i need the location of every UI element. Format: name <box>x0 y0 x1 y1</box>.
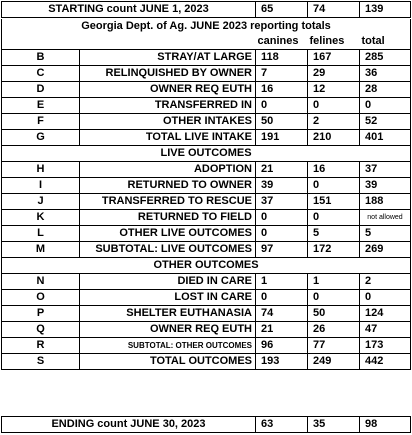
row-label: RETURNED TO FIELD <box>80 210 256 226</box>
row-canines: 16 <box>256 82 308 98</box>
row-total: 52 <box>360 114 411 130</box>
table-row <box>2 82 411 98</box>
starting-count-table <box>1 1 411 18</box>
table-row <box>2 338 411 354</box>
report-title-row <box>2 19 411 34</box>
row-felines: 2 <box>308 114 360 130</box>
table-row <box>2 354 411 370</box>
row-code: P <box>2 306 80 322</box>
row-canines: 97 <box>256 242 308 258</box>
row-code: F <box>2 114 80 130</box>
row-canines: 37 <box>256 194 308 210</box>
row-canines: 21 <box>256 322 308 338</box>
row-label: OTHER INTAKES <box>80 114 256 130</box>
row-code: B <box>2 50 80 66</box>
row-canines: 0 <box>256 290 308 306</box>
row-felines: 0 <box>308 98 360 114</box>
row-felines: 151 <box>308 194 360 210</box>
row-canines: 191 <box>256 130 308 146</box>
row-canines: 0 <box>256 210 308 226</box>
row-code: I <box>2 178 80 194</box>
starting-canines: 65 <box>256 2 308 18</box>
live-outcomes-header-row <box>2 146 411 162</box>
table-row <box>2 210 411 226</box>
row-canines: 0 <box>256 98 308 114</box>
row-total: 173 <box>360 338 411 354</box>
ending-count-table <box>1 416 411 433</box>
row-total: 269 <box>360 242 411 258</box>
row-code: C <box>2 66 80 82</box>
table-row <box>2 322 411 338</box>
report-title: Georgia Dept. of Ag. JUNE 2023 reporting totals <box>2 19 411 34</box>
row-code: R <box>2 338 80 354</box>
column-header-row <box>2 34 411 50</box>
row-canines: 50 <box>256 114 308 130</box>
other-outcomes-header: OTHER OUTCOMES <box>2 258 411 274</box>
row-felines: 0 <box>308 290 360 306</box>
row-felines: 0 <box>308 178 360 194</box>
row-label: TRANSFERRED IN <box>80 98 256 114</box>
row-total: 285 <box>360 50 411 66</box>
ending-count-row <box>2 417 411 433</box>
ending-felines: 35 <box>308 417 360 433</box>
row-total: 442 <box>360 354 411 370</box>
row-code: N <box>2 274 80 290</box>
row-total: 36 <box>360 66 411 82</box>
row-felines: 1 <box>308 274 360 290</box>
table-row <box>2 194 411 210</box>
row-felines: 249 <box>308 354 360 370</box>
row-canines: 96 <box>256 338 308 354</box>
row-code: S <box>2 354 80 370</box>
row-label: RELINQUISHED BY OWNER <box>80 66 256 82</box>
row-total: 5 <box>360 226 411 242</box>
column-header-canines: canines <box>257 35 299 47</box>
row-label: OWNER REQ EUTH <box>80 82 256 98</box>
row-total: 188 <box>360 194 411 210</box>
row-label: TRANSFERRED TO RESCUE <box>80 194 256 210</box>
starting-count-label: STARTING count JUNE 1, 2023 <box>2 2 256 18</box>
table-row <box>2 162 411 178</box>
table-row <box>2 274 411 290</box>
row-code: J <box>2 194 80 210</box>
row-felines: 0 <box>308 210 360 226</box>
row-label: SUBTOTAL: OTHER OUTCOMES <box>80 338 256 354</box>
ending-total: 98 <box>360 417 411 433</box>
table-row <box>2 98 411 114</box>
row-code: G <box>2 130 80 146</box>
row-label: STRAY/AT LARGE <box>80 50 256 66</box>
row-canines: 0 <box>256 226 308 242</box>
row-label: OTHER LIVE OUTCOMES <box>80 226 256 242</box>
row-label: DIED IN CARE <box>80 274 256 290</box>
row-felines: 29 <box>308 66 360 82</box>
row-label: SHELTER EUTHANASIA <box>80 306 256 322</box>
row-felines: 16 <box>308 162 360 178</box>
row-felines: 12 <box>308 82 360 98</box>
table-row <box>2 178 411 194</box>
row-felines: 50 <box>308 306 360 322</box>
table-row <box>2 290 411 306</box>
row-label: ADOPTION <box>80 162 256 178</box>
live-outcomes-header: LIVE OUTCOMES <box>2 146 411 162</box>
row-label: LOST IN CARE <box>80 290 256 306</box>
row-code: Q <box>2 322 80 338</box>
row-canines: 118 <box>256 50 308 66</box>
table-row <box>2 130 411 146</box>
row-label: OWNER REQ EUTH <box>80 322 256 338</box>
row-canines: 74 <box>256 306 308 322</box>
row-total: 2 <box>360 274 411 290</box>
row-code: L <box>2 226 80 242</box>
row-canines: 7 <box>256 66 308 82</box>
row-label: TOTAL OUTCOMES <box>80 354 256 370</box>
report-table <box>1 19 411 370</box>
row-label: SUBTOTAL: LIVE OUTCOMES <box>80 242 256 258</box>
row-total: 28 <box>360 82 411 98</box>
row-total: 0 <box>360 98 411 114</box>
table-row <box>2 242 411 258</box>
row-canines: 193 <box>256 354 308 370</box>
row-total: 124 <box>360 306 411 322</box>
starting-felines: 74 <box>308 2 360 18</box>
row-felines: 210 <box>308 130 360 146</box>
row-total: not allowed <box>360 210 411 226</box>
row-felines: 26 <box>308 322 360 338</box>
row-felines: 5 <box>308 226 360 242</box>
row-felines: 77 <box>308 338 360 354</box>
ending-canines: 63 <box>256 417 308 433</box>
row-label: RETURNED TO OWNER <box>80 178 256 194</box>
starting-total: 139 <box>360 2 411 18</box>
row-label: TOTAL LIVE INTAKE <box>80 130 256 146</box>
table-row <box>2 50 411 66</box>
row-total: 47 <box>360 322 411 338</box>
table-row <box>2 306 411 322</box>
table-row <box>2 226 411 242</box>
row-total: 39 <box>360 178 411 194</box>
row-code: K <box>2 210 80 226</box>
row-code: D <box>2 82 80 98</box>
row-total: 0 <box>360 290 411 306</box>
row-total: 401 <box>360 130 411 146</box>
starting-count-row <box>2 2 411 18</box>
row-code: H <box>2 162 80 178</box>
row-canines: 1 <box>256 274 308 290</box>
ending-count-label: ENDING count JUNE 30, 2023 <box>2 417 256 433</box>
row-code: O <box>2 290 80 306</box>
table-row <box>2 66 411 82</box>
column-header-total: total <box>360 34 411 50</box>
table-row <box>2 114 411 130</box>
row-code: M <box>2 242 80 258</box>
row-felines: 167 <box>308 50 360 66</box>
row-total: 37 <box>360 162 411 178</box>
other-outcomes-header-row <box>2 258 411 274</box>
column-header-felines: felines <box>309 35 345 47</box>
row-code: E <box>2 98 80 114</box>
row-felines: 172 <box>308 242 360 258</box>
row-canines: 39 <box>256 178 308 194</box>
row-canines: 21 <box>256 162 308 178</box>
